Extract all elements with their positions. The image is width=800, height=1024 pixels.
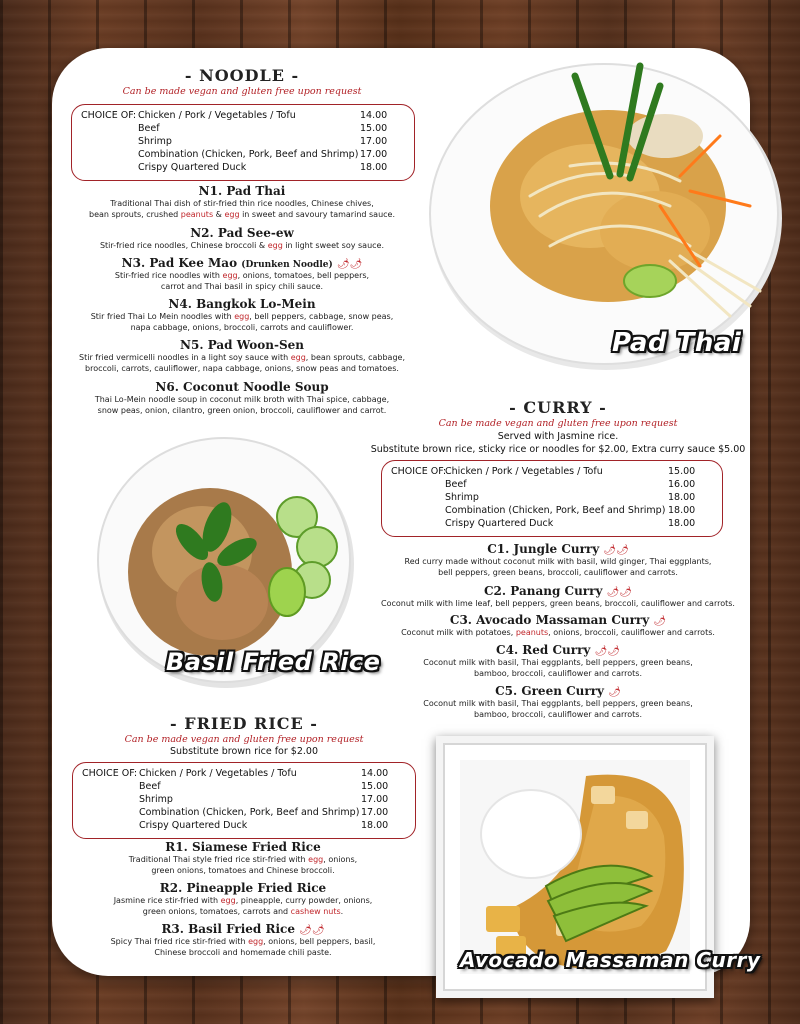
choice-option: Combination (Chicken, Pork, Beef and Shrimp)	[445, 505, 666, 516]
item-name: C4. Red Curry	[496, 643, 591, 657]
item-name: N1. Pad Thai	[198, 184, 286, 198]
item-name: C5. Green Curry	[495, 684, 604, 698]
item-desc: carrot and Thai basil in spicy chili sauce.	[160, 282, 324, 291]
choice-price: 15.00	[361, 781, 389, 792]
choice-option: Beef	[445, 479, 467, 490]
curry-substitute-note: Substitute brown rice, sticky rice or noodles for $2.00, Extra curry sauce $5.00	[370, 444, 746, 455]
item-desc: Jasmine rice stir-fried with egg, pineapple, curry powder, onions,	[113, 896, 373, 905]
item-desc: green onions, tomatoes, carrots and cashew nuts.	[142, 907, 344, 916]
chili-icon: 🌶🌶	[606, 587, 632, 598]
pad-thai-plate-icon	[420, 56, 788, 374]
item-desc: Chinese broccoli and homemade chili paste.	[154, 948, 332, 957]
fried-rice-section-title: - FRIED RICE -	[170, 714, 318, 733]
fried-rice-item-r2	[62, 881, 424, 917]
noodle-section-title: - NOODLE -	[184, 66, 300, 85]
item-desc: Coconut milk with potatoes, peanuts, onions, broccoli, cauliflower and carrots.	[401, 628, 715, 637]
choice-option: Crispy Quartered Duck	[139, 820, 248, 831]
noodle-item-n4	[62, 297, 422, 333]
item-name: N4. Bangkok Lo-Mein	[168, 297, 316, 311]
avocado-massaman-caption: Avocado Massaman Curry	[460, 948, 761, 972]
choice-option: Beef	[139, 781, 161, 792]
item-desc: Stir-fried rice noodles with egg, onions, tomatoes, bell peppers,	[114, 271, 370, 280]
item-name: R3. Basil Fried Rice	[161, 922, 295, 936]
basil-fried-rice-caption: Basil Fried Rice	[166, 648, 381, 676]
choice-label: CHOICE OF:	[82, 768, 138, 779]
item-name: R1. Siamese Fried Rice	[165, 840, 321, 854]
item-desc: bamboo, broccoli, cauliflower and carrots.	[474, 669, 642, 678]
curry-item-c1	[372, 542, 744, 578]
item-name: C2. Panang Curry	[484, 584, 603, 598]
choice-price: 18.00	[668, 492, 696, 503]
choice-option: Chicken / Pork / Vegetables / Tofu	[445, 466, 603, 477]
pad-thai-photo	[420, 56, 788, 374]
item-name: N3. Pad Kee Mao	[121, 256, 238, 270]
item-desc: snow peas, onion, cilantro, green onion, broccoli, cauliflower and carrot.	[97, 406, 387, 415]
item-desc: Traditional Thai dish of stir-fried thin rice noodles, Chinese chives,	[110, 199, 374, 208]
item-desc: bamboo, broccoli, cauliflower and carrots.	[474, 710, 642, 719]
chili-icon: 🌶	[608, 687, 621, 698]
item-name: R2. Pineapple Fried Rice	[159, 881, 327, 895]
fried-rice-choice-box	[72, 762, 416, 839]
item-desc: bell peppers, green beans, broccoli, cauliflower and carrots.	[438, 568, 678, 577]
chili-icon: 🌶🌶	[594, 646, 620, 657]
noodle-vegan-note: Can be made vegan and gluten free upon request	[122, 86, 362, 97]
item-name: C3. Avocado Massaman Curry	[449, 613, 650, 627]
choice-price: 16.00	[668, 479, 696, 490]
fried-rice-substitute-note: Substitute brown rice for $2.00	[170, 746, 318, 757]
pad-thai-caption: Pad Thai	[612, 328, 742, 358]
chili-icon: 🌶🌶	[336, 259, 363, 270]
choice-price: 18.00	[361, 820, 389, 831]
item-desc: Spicy Thai fried rice stir-fried with egg, onions, bell peppers, basil,	[110, 937, 376, 946]
choice-price: 15.00	[360, 123, 388, 134]
item-name: N5. Pad Woon-Sen	[180, 338, 304, 352]
choice-option: Combination (Chicken, Pork, Beef and Shrimp)	[139, 807, 360, 818]
choice-option: Crispy Quartered Duck	[138, 162, 247, 173]
noodle-item-n6	[62, 380, 422, 416]
item-desc: Stir fried Thai Lo Mein noodles with egg, bell peppers, cabbage, snow peas,	[90, 312, 394, 321]
item-desc: Coconut milk with basil, Thai eggplants, bell peppers, green beans,	[423, 658, 693, 667]
choice-option: Shrimp	[139, 794, 173, 805]
choice-price: 17.00	[360, 149, 388, 160]
choice-price: 14.00	[361, 768, 389, 779]
noodle-item-n1	[62, 184, 422, 220]
choice-label: CHOICE OF:	[391, 466, 447, 477]
item-name: N2. Pad See-ew	[190, 226, 294, 240]
choice-option: Shrimp	[138, 136, 172, 147]
item-desc: napa cabbage, onions, broccoli, carrots and cauliflower.	[130, 323, 354, 332]
choice-option: Shrimp	[445, 492, 479, 503]
curry-section-title: - CURRY -	[509, 398, 607, 417]
curry-choice-box	[381, 460, 723, 537]
choice-price: 17.00	[361, 807, 389, 818]
item-desc: broccoli, carrots, cauliflower, napa cabbage, onions, snow peas and tomatoes.	[85, 364, 399, 373]
chili-icon: 🌶🌶	[603, 545, 629, 556]
item-desc: Stir fried vermicelli noodles in a light soy sauce with egg, bean sprouts, cabbage,	[79, 353, 405, 362]
chili-icon: 🌶🌶	[299, 925, 325, 936]
choice-price: 14.00	[360, 110, 388, 121]
fried-rice-item-r1	[62, 840, 424, 876]
choice-price: 18.00	[668, 505, 696, 516]
noodle-choice-box	[71, 104, 415, 181]
noodle-item-n5	[62, 338, 422, 374]
item-desc: bean sprouts, crushed peanuts & egg in sweet and savoury tamarind sauce.	[88, 210, 396, 219]
fried-rice-item-r3	[62, 922, 424, 958]
curry-vegan-note: Can be made vegan and gluten free upon request	[438, 418, 678, 429]
choice-option: Chicken / Pork / Vegetables / Tofu	[138, 110, 296, 121]
item-desc: Coconut milk with basil, Thai eggplants, bell peppers, green beans,	[423, 699, 693, 708]
choice-option: Beef	[138, 123, 160, 134]
choice-price: 18.00	[360, 162, 388, 173]
fried-rice-vegan-note: Can be made vegan and gluten free upon request	[124, 734, 364, 745]
choice-price: 15.00	[668, 466, 696, 477]
item-desc: green onions, tomatoes and Chinese broccoli.	[151, 866, 335, 875]
choice-label: CHOICE OF:	[81, 110, 137, 121]
item-desc: Coconut milk with lime leaf, bell peppers, green beans, broccoli, cauliflower and carrots.	[381, 599, 735, 608]
noodle-item-n3	[62, 256, 422, 292]
curry-item-c5	[372, 684, 744, 720]
item-name: N6. Coconut Noodle Soup	[155, 380, 329, 394]
choice-option: Combination (Chicken, Pork, Beef and Shrimp)	[138, 149, 359, 160]
noodle-item-n2	[62, 226, 422, 251]
choice-option: Chicken / Pork / Vegetables / Tofu	[139, 768, 297, 779]
curry-item-c2	[372, 584, 744, 609]
item-name: C1. Jungle Curry	[487, 542, 600, 556]
choice-price: 17.00	[361, 794, 389, 805]
item-subtitle: (Drunken Noodle)	[241, 260, 333, 270]
choice-price: 17.00	[360, 136, 388, 147]
choice-option: Crispy Quartered Duck	[445, 518, 554, 529]
item-desc: Stir-fried rice noodles, Chinese broccoli & egg in light sweet soy sauce.	[99, 241, 385, 250]
curry-item-c4	[372, 643, 744, 679]
item-desc: Thai Lo-Mein noodle soup in coconut milk broth with Thai spice, cabbage,	[94, 395, 390, 404]
chili-icon: 🌶	[653, 616, 667, 627]
item-desc: Traditional Thai style fried rice stir-fried with egg, onions,	[128, 855, 358, 864]
curry-item-c3	[372, 613, 744, 638]
choice-price: 18.00	[668, 518, 696, 529]
item-desc: Red curry made without coconut milk with basil, wild ginger, Thai eggplants,	[404, 557, 712, 566]
curry-served-note: Served with Jasmine rice.	[497, 431, 619, 442]
